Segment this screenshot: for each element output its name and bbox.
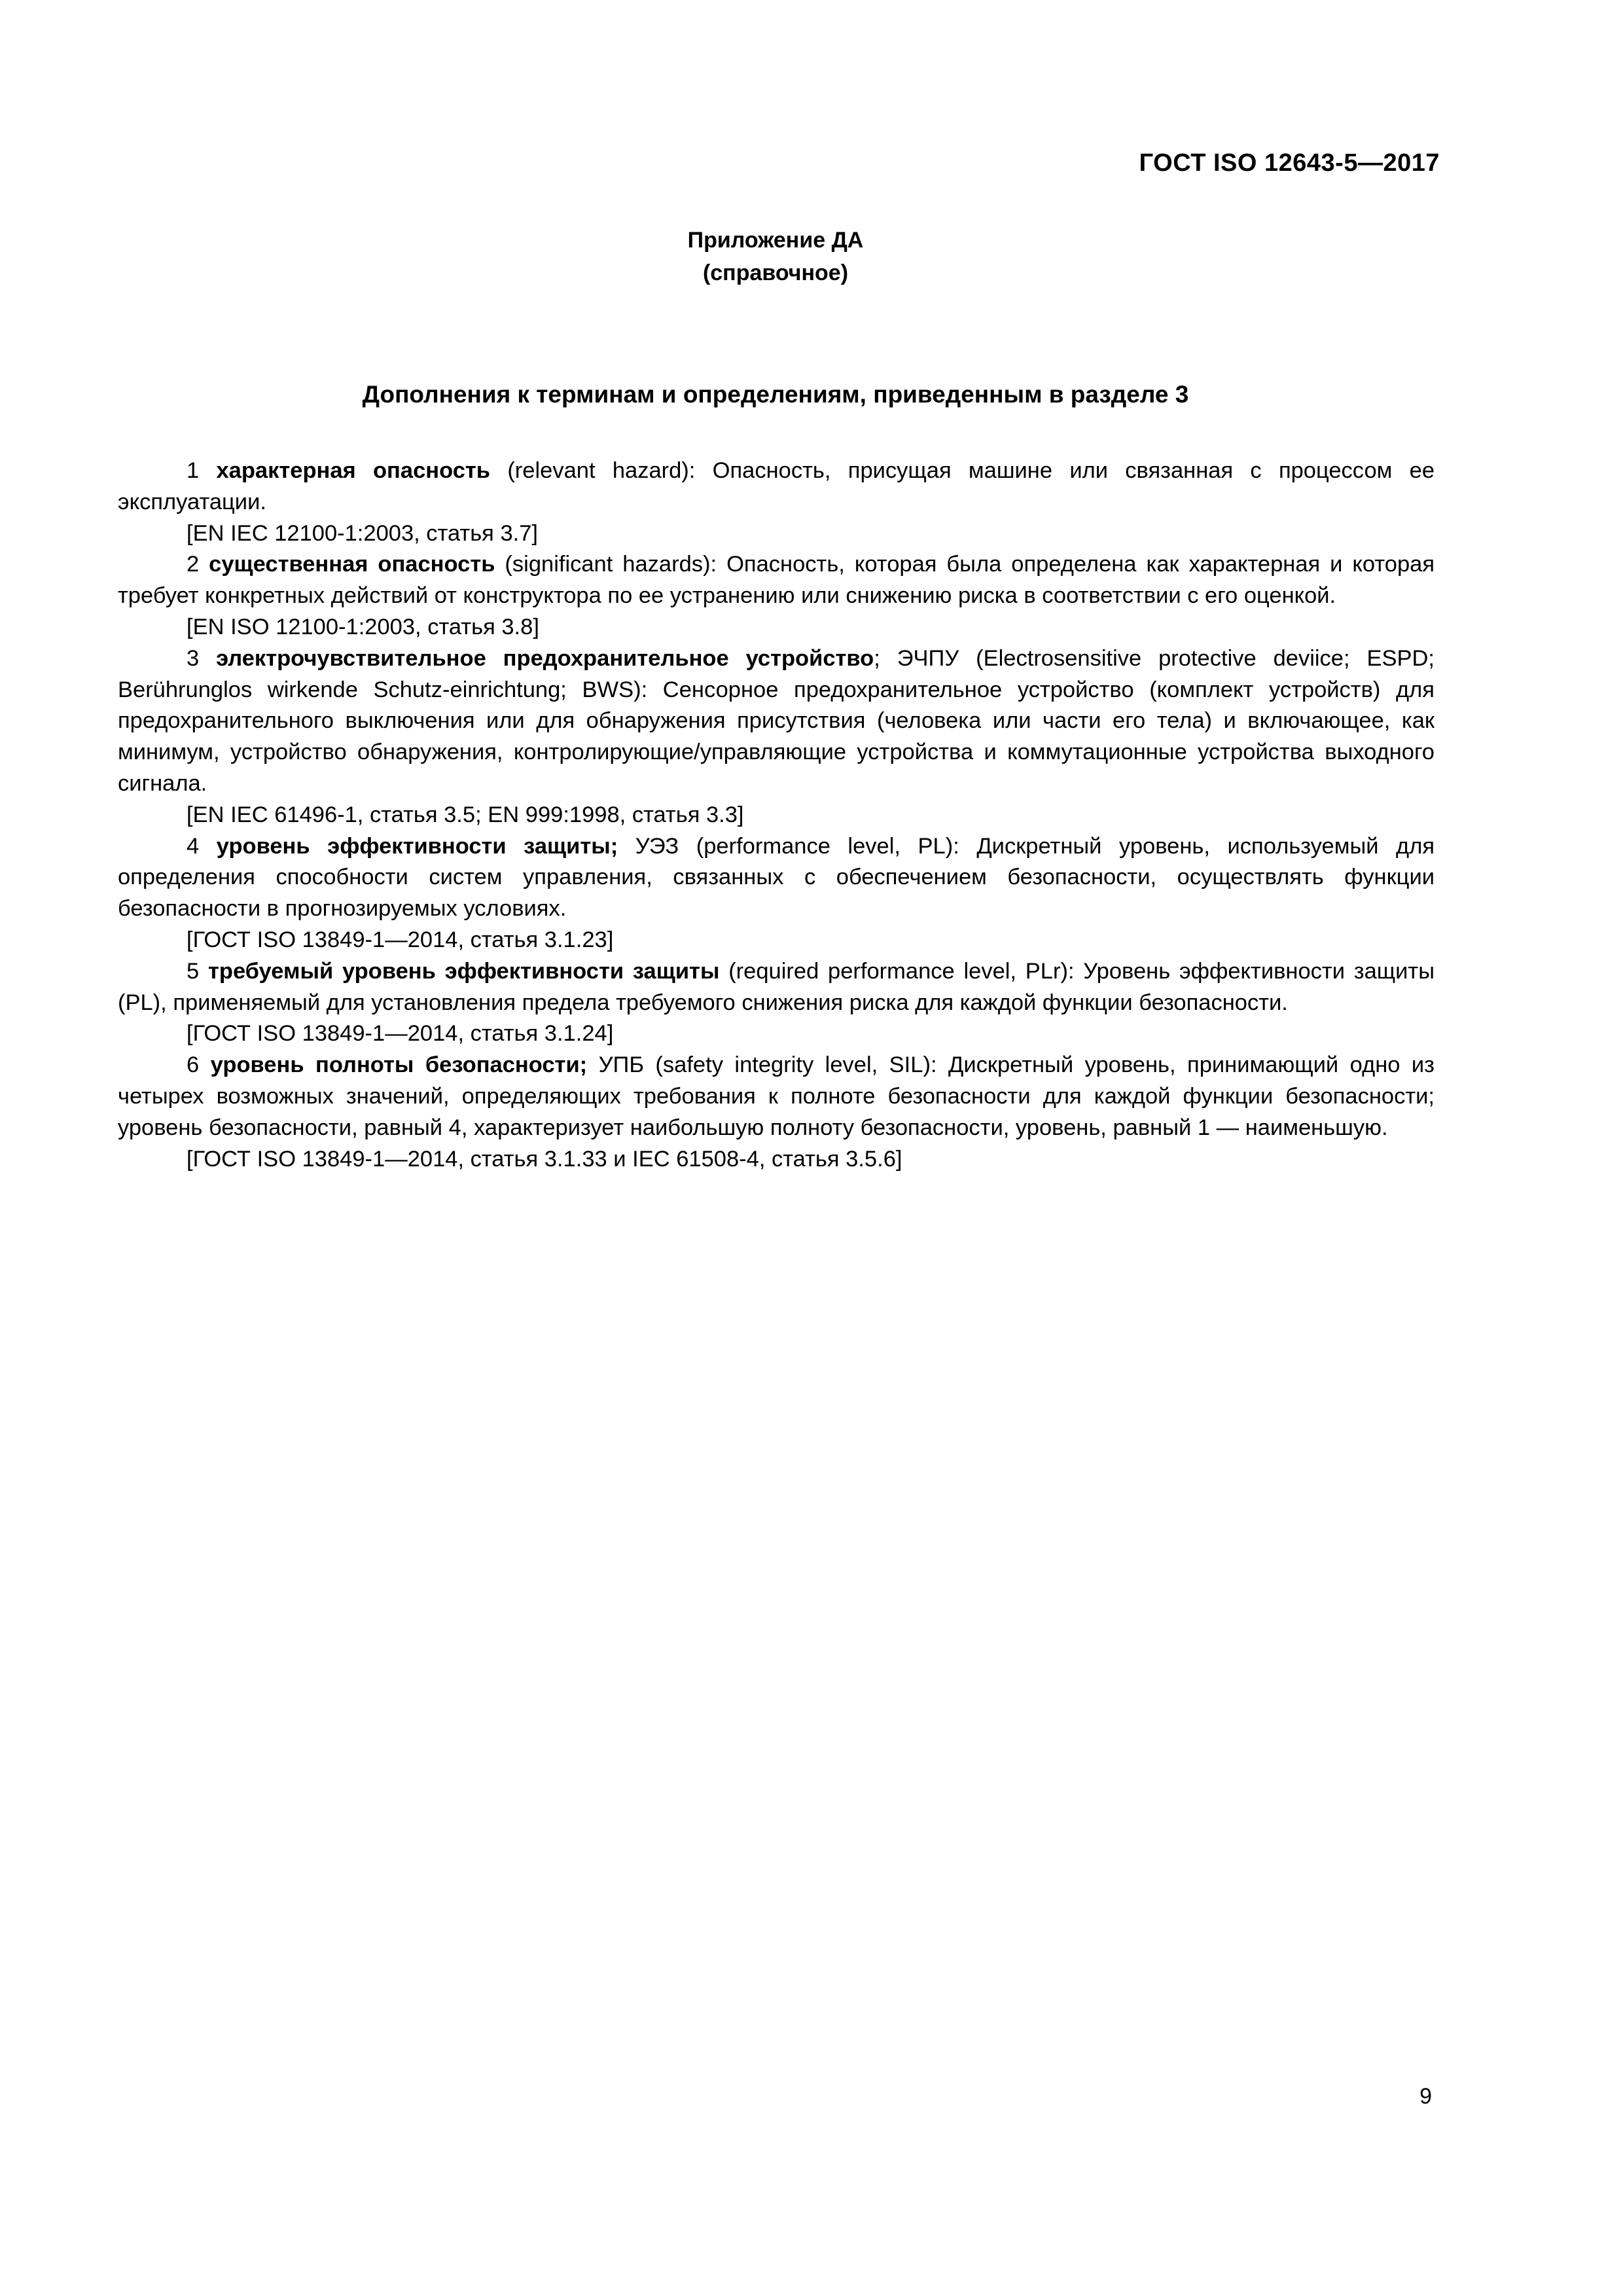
entry-definition: УПБ (safety integrity level, SIL): Дискретный уровень, принимающий одно из четырех возможных значений, определяющих требования к полноте безопасности для каждой функции безопасности; уровень безопасности, равный 4, характеризует наибольшую полноту безопасности, уровень, равный 1 — наименьшую. [118,1052,1435,1140]
entry-term: требуемый уровень эффективности защиты [207,958,720,984]
document-code: ГОСТ ISO 12643-5—2017 [1139,149,1440,177]
entry-definition: (relevant hazard): Опасность, присущая машине или связанная с процессом ее эксплуатации. [118,458,1435,514]
entry-term: уровень полноты безопасности; [210,1052,588,1078]
entry-number: 4 [187,833,217,859]
entry-term: уровень эффективности защиты; [216,833,618,859]
annex-title: Приложение ДА [687,228,864,253]
entry-term: электрочувствительное предохранительное устройство [216,645,874,671]
entry-reference: [ГОСТ ISO 13849-1—2014, статья 3.1.24] [187,1021,614,1047]
entry-reference: [EN IEC 12100-1:2003, статья 3.7] [187,520,538,546]
definitions-list [118,456,1435,1175]
entry-number: 2 [187,552,209,577]
section-heading: Дополнения к терминам и определениям, приведенным в разделе 3 [362,381,1189,408]
entry-definition: (required performance level, PLr): Уровень эффективности защиты (PL), применяемый для установления предела требуемого снижения риска для каждой функции безопасности. [118,958,1435,1015]
entry-number: 1 [187,458,217,483]
definition-entry [118,549,1435,612]
definition-entry [118,831,1435,925]
entry-reference: [ГОСТ ISO 13849-1—2014, статья 3.1.23] [187,927,614,952]
entry-term: существенная опасность [209,552,495,577]
page-number: 9 [1419,2084,1432,2109]
annex-subtitle: (справочное) [702,260,849,285]
entry-reference: [EN ISO 12100-1:2003, статья 3.8] [187,614,539,639]
definition-entry [118,643,1435,800]
entry-reference: [ГОСТ ISO 13849-1—2014, статья 3.1.33 и IEC 61508-4, статья 3.5.6] [187,1146,902,1172]
entry-number: 3 [187,645,217,671]
entry-term: характерная опасность [216,458,491,483]
entry-definition: (significant hazards): Опасность, которая была определена как характерная и которая требует конкретных действий от конструктора по ее устранению или снижению риска в соответствии с его оценкой. [118,552,1435,609]
definition-entry [118,1050,1435,1143]
entry-number: 5 [187,958,208,984]
entry-definition: УЭЗ (performance level, PL): Дискретный уровень, используемый для определения способности систем управления, связанных с обеспечением безопасности, осуществлять функции безопасности в прогнозируемых условиях. [118,833,1435,922]
definition-entry [118,456,1435,518]
entry-number: 6 [187,1052,211,1078]
entry-reference: [EN IEC 61496-1, статья 3.5; EN 999:1998, статья 3.3] [187,802,744,827]
annex-block [0,224,1551,289]
entry-definition: ; ЭЧПУ (Electrosensitive protective deviice; ESPD; Berührunglos wirkende Schutz-einrichtung; BWS): Сенсорное предохранительное устройство (комплект устройств) для предохранительного выключения или для обнаружения присутствия (человека или части его тела) и включающее, как минимум, устройство обнаружения, контролирующие/управляющие устройства и коммутационные устройства выходного сигнала. [118,645,1435,796]
definition-entry [118,956,1435,1019]
